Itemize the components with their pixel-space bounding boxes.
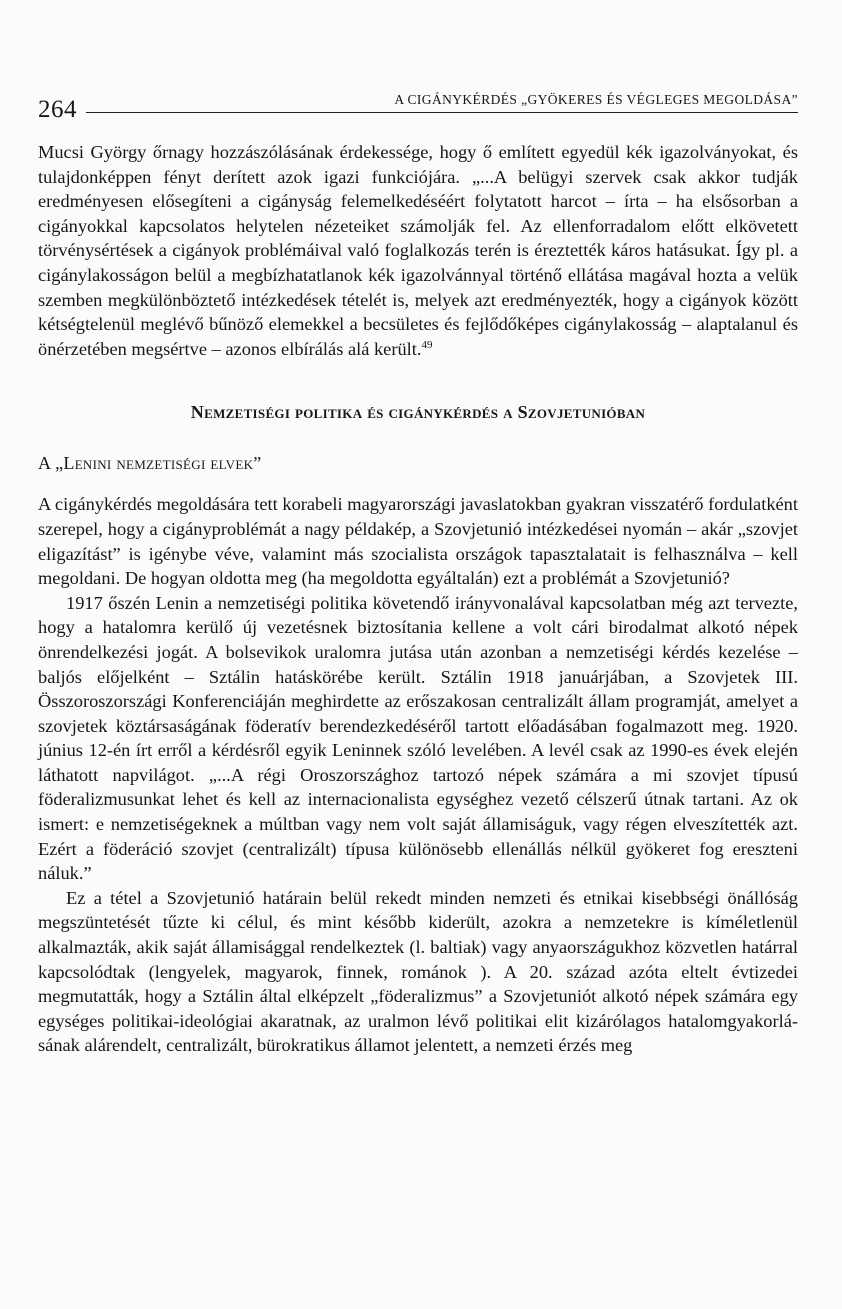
body-paragraph-2: 1917 őszén Lenin a nemzetiségi politika követendő irányvonalával kapcsolatban még azt tervezte, hogy a hatalomra kerülő új vezetésnek biztosítania kellene a volt cári birodalmat alkotó népek önrendelkezési jogát. A bolsevikok uralomra jutása után azonban a nemzetiségi kérdés kezelése – baljós előjelként – Sztálin hatáskörébe került. Sztálin 1918 januárjában, a Szovjetek III. Összoroszországi Konferenciáján meghirdette az erőszakosan centralizált állam programját, amelyet a szovjetek köztársaságának föderatív berendezkedéséről tartott előadásában fogalmazott meg. 1920. június 12-én írt erről a kérdésről egyik Leninnek szóló levelében. A levél csak az 1990-es évek elején láthatott napvilágot. „...A régi Oroszországhoz tartozó népek számára a mi szovjet típusú föderalizmusunkat lehet és kell az internacionalista egységhez vezető célszerű útnak tartani. Az ok ismert: e nemzetiségeknek a múltban vagy nem volt saját államiságuk, vagy régen elveszítették azt. Ezért a föderáció szovjet (centralizált) típusa különösebb ellenállás nélkül gyökeret fog ereszteni náluk.” xyxy=(38,592,798,884)
subsection-title: A „Lenini nemzetiségi elvek” xyxy=(38,453,262,474)
page-number: 264 xyxy=(38,96,77,123)
page-body xyxy=(38,140,798,1058)
body-paragraph-1: A cigánykérdés megoldására tett korabeli magyarországi javaslatokban gyakran visszatérő fordulatként szerepel, hogy a cigányproblémát a nagy példakép, a Szovjetunió intézkedései nyomán – akár „szovjet eligazítást” is igénybe véve, valamint más szocialista országok tapasztalatait is felhasználva – kell megoldani. De hogyan oldotta meg (ha megoldotta egyáltalán) ezt a problémát a Szovjetunió? xyxy=(38,494,798,589)
intro-text: Mucsi György őrnagy hozzászólásának érdekessége, hogy ő említett egyedül kék igazolványokat, és tulajdonképpen fényt derített azok igazi funkciójára. „...A belügyi szervek csak akkor tudják eredményesen elősegíteni a cigányság felemelkedéséért folytatott harcot – írta – ha elsősorban a cigányokkal kapcsolatos helytelen nézeteiket számolják fel. Az ellenforradalom előtt elkövetett törvénysértések a cigányok problémáival való foglalkozás terén is éreztették káros hatásukat. Így pl. a cigánylakosságon belül a megbízhatatlanok kék igazolvánnyal történő ellátása magával hozta a velük szemben megkülönböztető intézkedések tételét is, melyek azt eredményezték, hogy a cigányok között kétségtelenül meglévő bűnöző elemekkel a becsületes és fejlődőképes cigánylakosság – alaptalanul és önérzetében megsértve – azonos elbírálás alá került. xyxy=(38,142,798,359)
body-paragraph-3: Ez a tétel a Szovjetunió határain belül rekedt minden nemzeti és etnikai kisebbségi önállóság megszüntetését tűzte ki célul, és mint később kiderült, azokra a nemzetekre is kíméletlenül alkalmazták, akik saját államisággal rendelkeztek (l. baltiak) vagy anyaországukhoz közvetlen határral kapcsolódtak (lengyelek, magyarok, finnek, románok ). A 20. század azóta eltelt évtizedei megmutatták, hogy a Sztálin által elképzelt „föderalizmus” a Szovjetuniót alkotó népek számára egy egységes politikai-ideológiai akaratnak, az uralmon lévő politikai elit kizárólagos hatalomgyakorlásának alárendelt, centralizált, bürokratikus államot jelentett, a nemzeti érzés meg xyxy=(38,887,798,1056)
footnote-marker: 49 xyxy=(421,338,433,351)
section-title: Nemzetiségi politika és cigánykérdés a Szovjetunióban xyxy=(190,402,646,423)
running-title: A CIGÁNYKÉRDÉS „GYÖKERES ÉS VÉGLEGES MEGOLDÁSA” xyxy=(394,92,798,107)
intro-paragraph xyxy=(38,140,798,361)
header-rule xyxy=(86,112,798,113)
page-header xyxy=(38,84,798,124)
